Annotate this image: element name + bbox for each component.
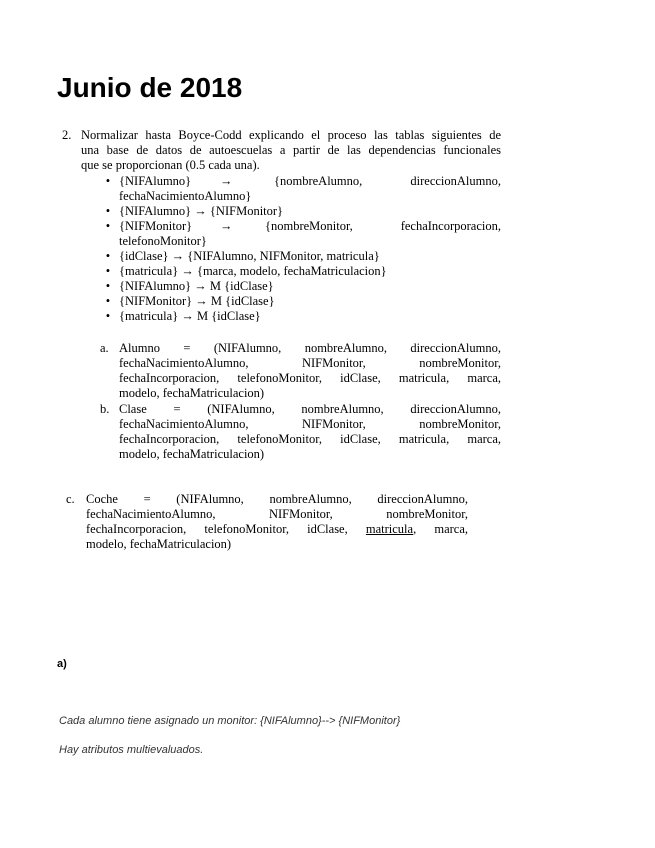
bullet-icon: • (105, 249, 111, 263)
table-a: Alumno = (NIFAlumno, nombreAlumno, direccionAlumno, fechaNacimientoAlumno, NIFMonitor, nombreMonitor, fechaIncorporacion, telefonoMonitor, idClase, matricula, marca, modelo, fechaMatriculacion) (119, 341, 501, 400)
dependency-item: {NIFMonitor} → {nombreMonitor, fechaIncorporacion, (119, 219, 501, 233)
bullet-icon: • (105, 294, 111, 308)
bullet-icon: • (105, 204, 111, 218)
bullet-icon: • (105, 264, 111, 278)
table-c: Coche = (NIFAlumno, nombreAlumno, direccionAlumno, fechaNacimientoAlumno, NIFMonitor, nombreMonitor, fechaIncorporacion, telefonoMonitor, idClase, matricula, marca, modelo, fechaMatriculacion) (86, 492, 468, 551)
dependency-item: {idClase} → {NIFAlumno, NIFMonitor, matricula} (119, 249, 380, 263)
table-c-label: c. (66, 492, 75, 506)
bullet-icon: • (105, 174, 111, 188)
dependency-item: {matricula} → M {idClase} (119, 309, 261, 323)
answer-note-2: Hay atributos multievaluados. (59, 744, 204, 756)
bullet-icon: • (105, 279, 111, 293)
dependency-item: {NIFAlumno} → {NIFMonitor} (119, 204, 284, 218)
question-line-1: Normalizar hasta Boyce-Codd explicando el proceso las tablas siguientes de (81, 128, 501, 142)
table-b-label: b. (100, 402, 110, 416)
dependency-item: {NIFAlumno} → {nombreAlumno, direccionAlumno, (119, 174, 501, 188)
primary-key: matricula (365, 522, 414, 536)
answer-label: a) (57, 658, 67, 670)
bullet-icon: • (105, 219, 111, 233)
page-title: Junio de 2018 (57, 72, 243, 103)
question-number: 2. (62, 128, 72, 142)
bullet-icon: • (105, 309, 111, 323)
table-b: Clase = (NIFAlumno, nombreAlumno, direccionAlumno, fechaNacimientoAlumno, NIFMonitor, nombreMonitor, fechaIncorporacion, telefonoMonitor, idClase, matricula, marca, modelo, fechaMatriculacion) (119, 402, 501, 461)
arrow-icon: → (220, 174, 233, 188)
question-line-2: una base de datos de autoescuelas a partir de las dependencias funcionales (81, 143, 501, 157)
question-line-3: que se proporcionan (0.5 cada una). (81, 158, 260, 172)
answer-note-1: Cada alumno tiene asignado un monitor: {NIFAlumno}--> {NIFMonitor} (59, 715, 401, 727)
dependency-item: {NIFMonitor} → M {idClase} (119, 294, 275, 308)
dependency-item: {matricula} → {marca, modelo, fechaMatriculacion} (119, 264, 387, 278)
arrow-icon: → (220, 219, 233, 233)
dependency-item-continuation: fechaNacimientoAlumno} (119, 189, 252, 203)
table-a-label: a. (100, 341, 109, 355)
dependency-item-continuation: telefonoMonitor} (119, 234, 207, 248)
question-text (81, 128, 501, 173)
dependency-item: {NIFAlumno} → M {idClase} (119, 279, 274, 293)
